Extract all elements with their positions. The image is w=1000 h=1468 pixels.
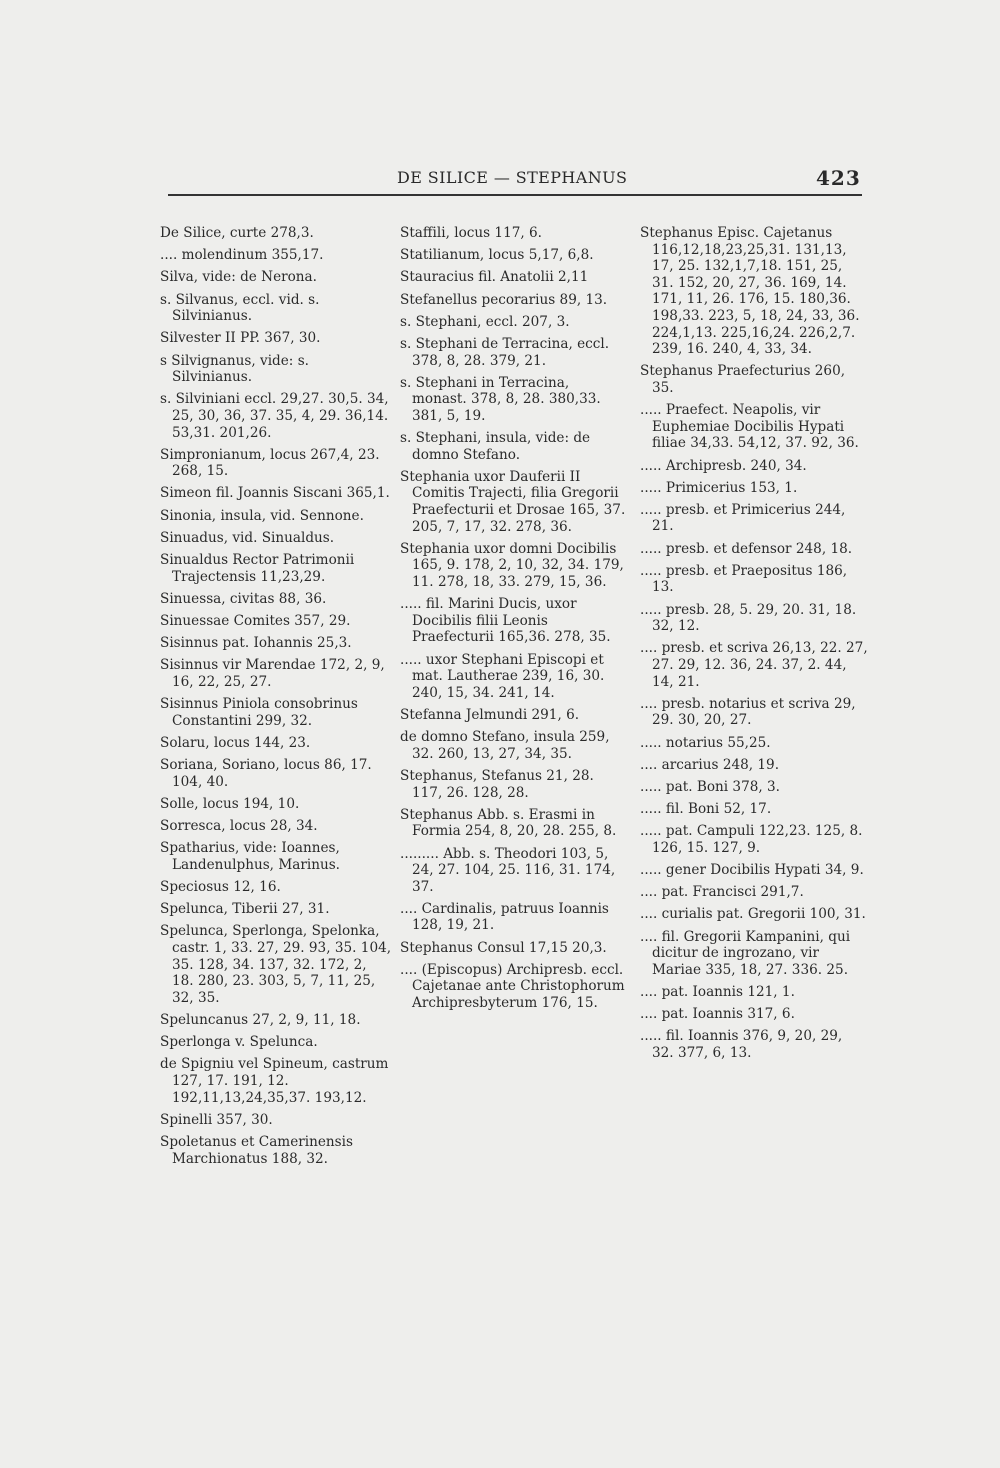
index-entry: .... presb. notarius et scriva 29, 29. 30, 20, 27. <box>640 695 856 729</box>
index-entry: ..... uxor Stephani Episcopi et mat. Lautherae 239, 16, 30. 240, 15, 34. 241, 14. <box>400 651 605 701</box>
index-entry: .... (Episcopus) Archipresb. eccl. Cajetanae ante Christophorum Archipresbyterum 176, 15. <box>400 961 625 1012</box>
index-column-2 <box>400 225 628 1017</box>
index-entry: de domno Stefano, insula 259, 32. 260, 13, 27, 34, 35. <box>400 729 610 762</box>
index-entry: Silvester II PP. 367, 30. <box>160 330 321 347</box>
index-entry: ......... Abb. s. Theodori 103, 5, 24, 27. 104, 25. 116, 31. 174, 37. <box>400 845 616 895</box>
index-entry: Stephania uxor Dauferii II Comitis Trajecti, filia Gregorii Praefecturii et Drosae 165, 37. 205, 7, 17, 32. 278, 36. <box>400 468 626 535</box>
index-entry: Sinualdus Rector Patrimonii Trajectensis 11,23,29. <box>160 552 355 585</box>
index-entry: Staffili, locus 117, 6. <box>400 225 542 241</box>
index-entry: Speluncanus 27, 2, 9, 11, 18. <box>160 1012 361 1028</box>
index-entry: Spatharius, vide: Ioannes, Landenulphus, Marinus. <box>160 840 340 873</box>
index-entry: s. Stephani de Terracina, eccl. 378, 8, 28. 379, 21. <box>400 335 610 369</box>
index-entry: Statilianum, locus 5,17, 6,8. <box>400 247 594 264</box>
page-number: 423 <box>816 166 861 190</box>
index-entry: Spelunca, Tiberii 27, 31. <box>160 901 330 918</box>
index-entry: Sorresca, locus 28, 34. <box>160 818 318 835</box>
index-entry: ..... Primicerius 153, 1. <box>640 479 798 496</box>
index-entry: s. Silviniani eccl. 29,27. 30,5. 34, 25, 30, 36, 37. 35, 4, 29. 36,14. 53,31. 201,26. <box>160 391 389 441</box>
index-entry: s Silvignanus, vide: s. Silvinianus. <box>160 352 309 386</box>
index-entry: Sisinnus pat. Iohannis 25,3. <box>160 635 352 652</box>
index-entry: Stauracius fil. Anatolii 2,11 <box>400 269 589 286</box>
index-entry: Sisinnus vir Marendae 172, 2, 9, 16, 22, 25, 27. <box>160 657 385 690</box>
index-entry: Soriana, Soriano, locus 86, 17. 104, 40. <box>160 757 372 790</box>
index-entry: Simeon fil. Joannis Siscani 365,1. <box>160 485 390 502</box>
index-entry: .... pat. Francisci 291,7. <box>640 884 804 901</box>
index-entry: .... fil. Gregorii Kampanini, qui dicitur de ingrozano, vir Mariae 335, 18, 27. 336. 25. <box>640 928 851 978</box>
index-entry: Simpronianum, locus 267,4, 23. 268, 15. <box>160 446 380 480</box>
index-entry: s. Stephani, eccl. 207, 3. <box>400 313 570 330</box>
index-entry: Stephanus Abb. s. Erasmi in Formia 254, 8, 20, 28. 255, 8. <box>400 806 617 840</box>
index-entry: Speciosus 12, 16. <box>160 879 281 896</box>
index-entry: Stefanellus pecorarius 89, 13. <box>400 291 608 308</box>
index-entry: ..... presb. 28, 5. 29, 20. 31, 18. 32, 12. <box>640 601 857 635</box>
running-head: DE SILICE — STEPHANUS <box>397 168 628 187</box>
index-entry: ..... fil. Ioannis 376, 9, 20, 29, 32. 377, 6, 13. <box>640 1028 843 1061</box>
index-entry: ..... fil. Marini Ducis, uxor Docibilis filii Leonis Praefecturii 165,36. 278, 35. <box>400 596 611 646</box>
index-entry: ..... fil. Boni 52, 17. <box>640 801 772 818</box>
index-entry: Spoletanus et Camerinensis Marchionatus 188, 32. <box>160 1133 353 1167</box>
index-entry: Sinuadus, vid. Sinualdus. <box>160 529 335 546</box>
index-entry: ..... presb. et Primicerius 244, 21. <box>640 501 846 535</box>
index-entry: Stephanus Consul 17,15 20,3. <box>400 939 607 956</box>
index-entry: Spinelli 357, 30. <box>160 1111 273 1128</box>
index-entry: Spelunca, Sperlonga, Spelonka, castr. 1, 33. 27, 29. 93, 35. 104, 35. 128, 34. 137, 32. 172, 2, 18. 280, 23. 303, 5, 7, 11, 25, 32, 35. <box>160 923 392 1006</box>
index-entry: Stephanus Praefecturius 260, 35. <box>640 363 846 396</box>
index-entry: Sperlonga v. Spelunca. <box>160 1034 318 1051</box>
index-column-3 <box>640 225 868 1067</box>
index-entry: ..... presb. et Praepositus 186, 13. <box>640 562 848 596</box>
index-entry: Stephania uxor domni Docibilis 165, 9. 178, 2, 10, 32, 34. 179, 11. 278, 18, 33. 279, 15, 36. <box>400 540 624 591</box>
index-entry: .... pat. Ioannis 121, 1. <box>640 984 795 1001</box>
index-entry: Sinuessa, civitas 88, 36. <box>160 590 327 607</box>
index-entry: de Spigniu vel Spineum, castrum 127, 17. 191, 12. 192,11,13,24,35,37. 193,12. <box>160 1056 389 1106</box>
index-entry: Silva, vide: de Nerona. <box>160 269 317 286</box>
index-entry: .... pat. Ioannis 317, 6. <box>640 1006 795 1023</box>
index-entry: Stephanus Episc. Cajetanus 116,12,18,23,25,31. 131,13, 17, 25. 132,1,7,18. 151, 25, 31. 152, 20, 27, 36. 169, 14. 171, 11, 26. 176, 15. 180,36. 198,33. 223, 5, 18, 24, 33, 36. 224,1,13. 225,16,24. 226,2,7. 239, 16. 240, 4, 33, 34. <box>640 225 860 358</box>
index-entry: Sinuessae Comites 357, 29. <box>160 613 351 629</box>
page-header <box>0 164 1000 194</box>
index-entry: ..... gener Docibilis Hypati 34, 9. <box>640 862 864 879</box>
index-entry: .... curialis pat. Gregorii 100, 31. <box>640 906 866 923</box>
index-entry: ..... notarius 55,25. <box>640 734 771 751</box>
index-entry: Solle, locus 194, 10. <box>160 795 300 812</box>
index-entry: Stefanna Jelmundi 291, 6. <box>400 706 580 723</box>
index-entry: ..... pat. Campuli 122,23. 125, 8. 126, 15. 127, 9. <box>640 823 863 856</box>
index-entry: Sisinnus Piniola consobrinus Constantini 299, 32. <box>160 696 358 729</box>
index-entry: .... Cardinalis, patruus Ioannis 128, 19, 21. <box>400 900 609 934</box>
index-entry: De Silice, curte 278,3. <box>160 225 314 241</box>
index-entry: Sinonia, insula, vid. Sennone. <box>160 507 364 524</box>
index-entry: s. Silvanus, eccl. vid. s. Silvinianus. <box>160 291 320 325</box>
index-column-1 <box>160 225 392 1173</box>
index-entry: ..... Praefect. Neapolis, vir Euphemiae Docibilis Hypati filiae 34,33. 54,12, 37. 92, 36. <box>640 402 859 452</box>
index-entry: .... arcarius 248, 19. <box>640 756 780 773</box>
index-entry: ..... Archipresb. 240, 34. <box>640 457 807 474</box>
index-entry: ..... presb. et defensor 248, 18. <box>640 540 853 557</box>
index-entry: s. Stephani in Terracina, monast. 378, 8, 28. 380,33. 381, 5, 19. <box>400 374 601 424</box>
index-entry: Stephanus, Stefanus 21, 28. 117, 26. 128, 28. <box>400 767 594 801</box>
index-entry: .... molendinum 355,17. <box>160 247 324 264</box>
header-rule <box>168 194 862 196</box>
index-entry: s. Stephani, insula, vide: de domno Stefano. <box>400 430 591 463</box>
index-entry: .... presb. et scriva 26,13, 22. 27, 27. 29, 12. 36, 24. 37, 2. 44, 14, 21. <box>640 640 868 690</box>
index-entry: Solaru, locus 144, 23. <box>160 734 311 751</box>
index-entry: ..... pat. Boni 378, 3. <box>640 778 780 795</box>
